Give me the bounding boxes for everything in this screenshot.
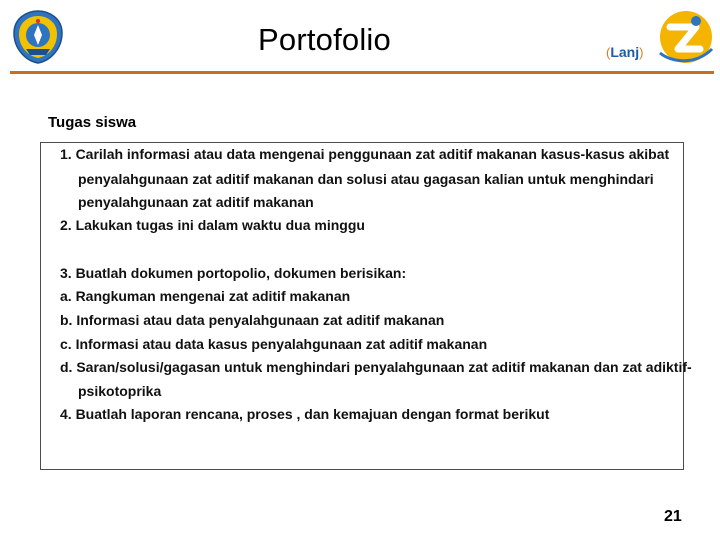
task-line: c. Informasi atau data kasus penyalahgunaan zat aditif makanan xyxy=(60,336,488,352)
kurikulum-logo-icon xyxy=(652,9,716,67)
task-line: a. Rangkuman mengenai zat aditif makanan xyxy=(60,288,351,304)
task-line: 3. Buatlah dokumen portopolio, dokumen berisikan: xyxy=(60,265,407,281)
tut-wuri-handayani-logo-icon xyxy=(12,9,64,65)
continued-label-text: Lanj xyxy=(610,44,640,60)
task-line: penyalahgunaan zat aditif makanan dan solusi atau gagasan kalian untuk menghindari xyxy=(78,171,654,187)
task-line: penyalahgunaan zat aditif makanan xyxy=(78,194,314,210)
task-line: 2. Lakukan tugas ini dalam waktu dua minggu xyxy=(60,217,365,233)
continued-label: (Lanj) xyxy=(606,44,644,60)
task-line: d. Saran/solusi/gagasan untuk menghindari penyalahgunaan zat aditif makanan dan zat adiktif- xyxy=(60,359,692,375)
task-line: b. Informasi atau data penyalahgunaan zat aditif makanan xyxy=(60,312,445,328)
task-line: 1. Carilah informasi atau data mengenai penggunaan zat aditif makanan kasus-kasus akibat xyxy=(60,146,670,162)
task-line: psikotoprika xyxy=(78,383,162,399)
slide-title: Portofolio xyxy=(258,22,391,57)
page-number: 21 xyxy=(664,508,682,525)
section-label: Tugas siswa xyxy=(48,114,137,131)
task-line: 4. Buatlah laporan rencana, proses , dan kemajuan dengan format berikut xyxy=(60,406,550,422)
header-divider xyxy=(10,71,714,74)
